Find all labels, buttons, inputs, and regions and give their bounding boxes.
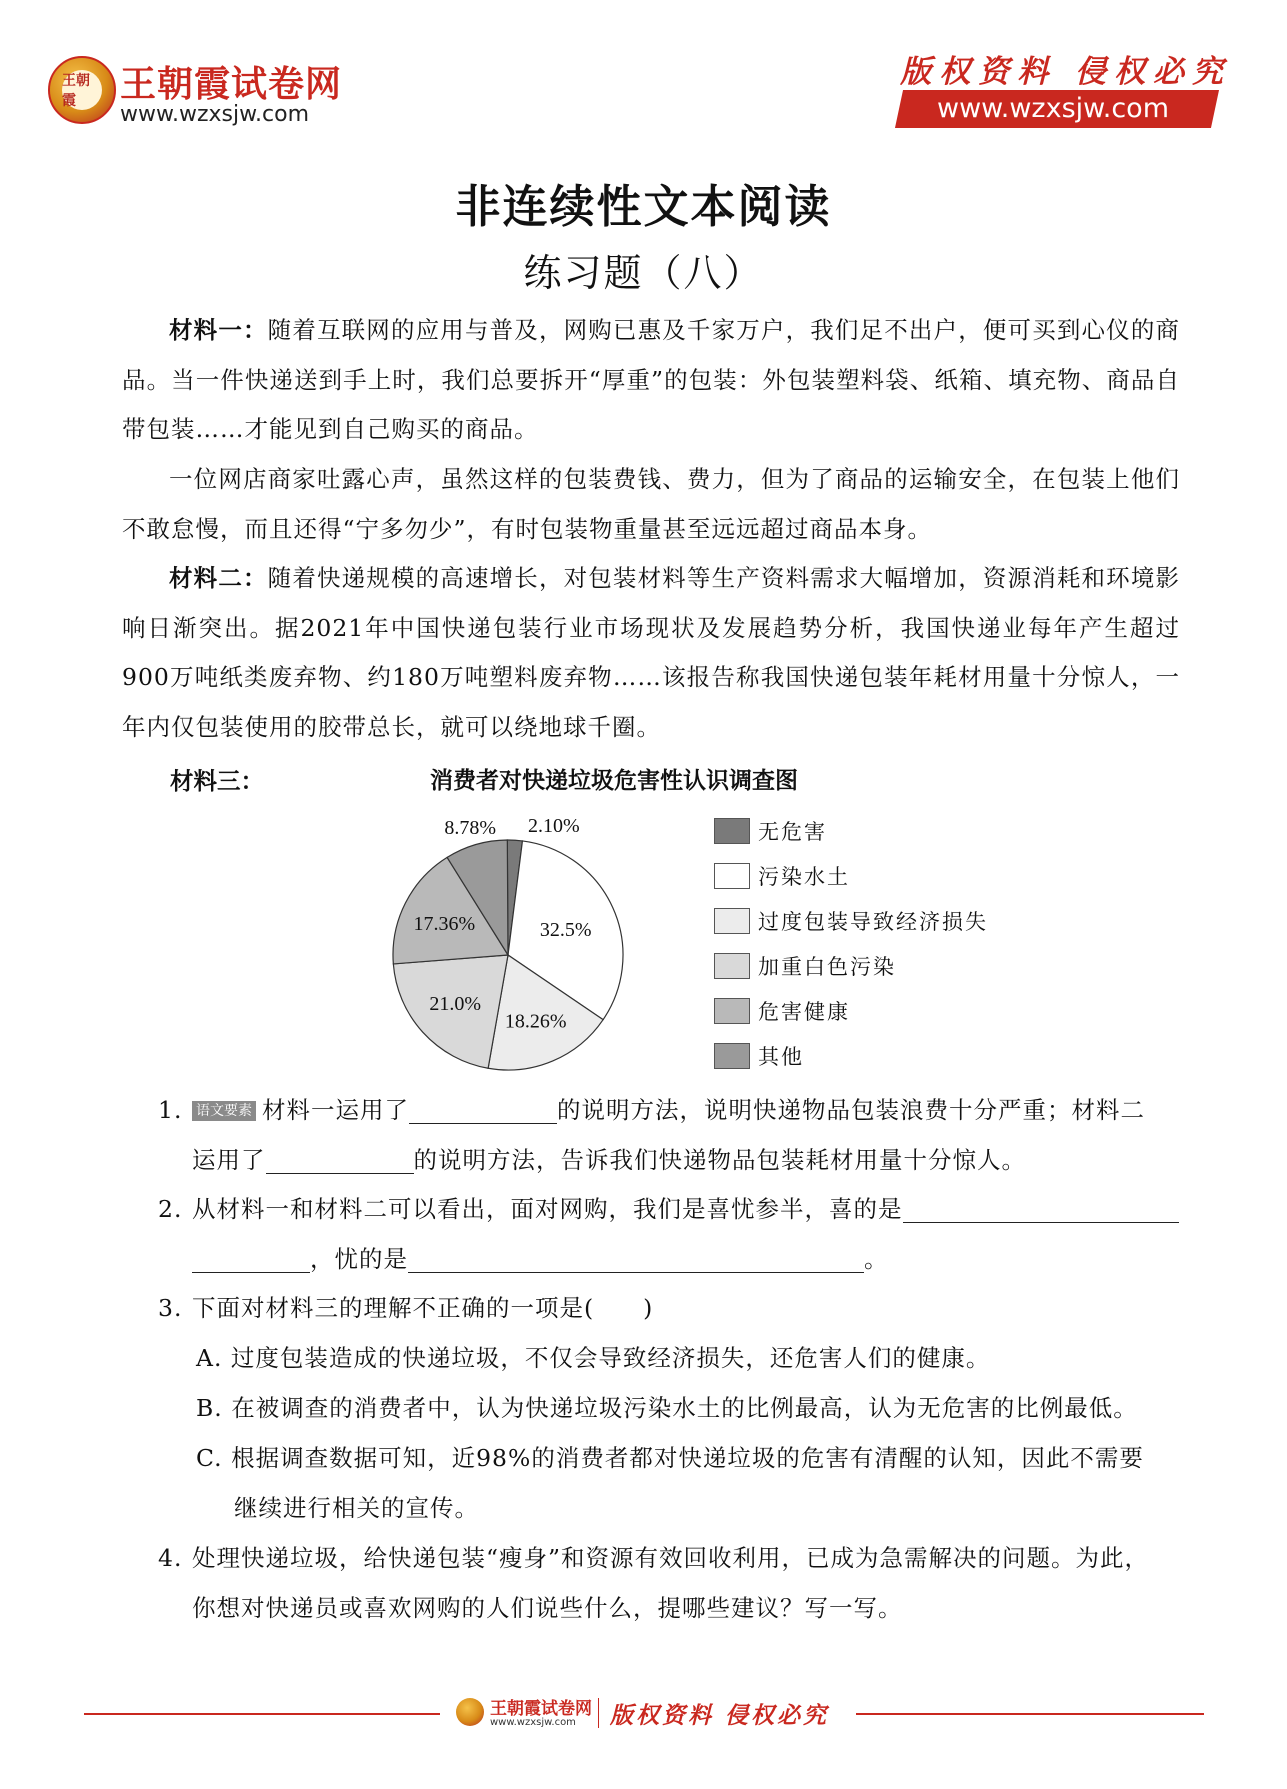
question-1-tag: 语文要素 — [192, 1101, 256, 1121]
page-title: 非连续性文本阅读 — [455, 180, 832, 233]
question-2-blank-1[interactable] — [903, 1194, 1179, 1223]
legend-label-4: 加重白色污染 — [758, 955, 896, 979]
pie-value-label-4: 21.0% — [429, 992, 482, 1015]
footer-separator — [598, 1698, 599, 1728]
question-4-line-2: 你想对快递员或喜欢网购的人们说些什么，提哪些建议？写一写。 — [192, 1593, 903, 1622]
question-2-text-a: 从材料一和材料二可以看出，面对网购，我们是喜忧参半，喜的是 — [192, 1195, 903, 1223]
question-3-text: 下面对材料三的理解不正确的一项是( ) — [192, 1294, 654, 1322]
footer-logo-icon — [456, 1698, 484, 1726]
legend-label-1: 无危害 — [758, 820, 827, 844]
legend-label-6: 其他 — [758, 1045, 804, 1069]
question-4-line-1: 处理快递垃圾，给快递包装“瘦身”和资源有效回收利用，已成为急需解决的问题。为此， — [192, 1544, 1150, 1572]
legend-label-3: 过度包装导致经济损失 — [758, 910, 988, 934]
material-1-text: 随着互联网的应用与普及，网购已惠及千家万户，我们足不出户，便可买到心仪的商品。当一件快递送到手上时，我们总要拆开“厚重”的包装：外包装塑料袋、纸箱、填充物、商品自带包装……才能见到自己购买的商品。 — [122, 316, 1181, 443]
pie-value-label-1: 2.10% — [528, 815, 580, 837]
question-1-text-c: 运用了 — [192, 1145, 266, 1174]
question-3-option-a[interactable]: A. 过度包装造成的快递垃圾，不仅会导致经济损失，还危害人们的健康。 — [196, 1344, 991, 1372]
material-1-paragraph-2: 一位网店商家吐露心声，虽然这样的包装费钱、费力，但为了商品的运输安全，在包装上他们不敢怠慢，而且还得“宁多勿少”，有时包装物重量甚至远远超过商品本身。 — [122, 465, 1180, 543]
question-4-number: 4. — [158, 1544, 183, 1572]
question-4 — [160, 1534, 1190, 1633]
question-2-text-c: 。 — [864, 1244, 889, 1273]
pie-value-label-6: 8.78% — [444, 817, 496, 839]
material-2-text: 随着快递规模的高速增长，对包装材料等生产资料需求大幅增加，资源消耗和环境影响日渐突出。据2021年中国快递包装行业市场现状及发展趋势分析，我国快递业每年产生超过900万吨纸类废弃物、约180万吨塑料废弃物……该报告称我国快递包装年耗材用量十分惊人，一年内仅包装使用的胶带总长，就可以绕地球千圈。 — [122, 564, 1181, 741]
legend-label-5: 危害健康 — [758, 1000, 850, 1024]
pie-chart — [380, 800, 680, 1080]
legend-swatch-4 — [714, 953, 750, 979]
footer-url[interactable]: www.wzxsjw.com — [490, 1717, 576, 1728]
question-1-text-b: 的说明方法，说明快递物品包装浪费十分严重；材料二 — [557, 1096, 1145, 1124]
material-3-label: 材料三： — [170, 767, 264, 795]
question-3-number: 3. — [158, 1294, 183, 1322]
question-3-option-b[interactable]: B. 在被调查的消费者中，认为快递垃圾污染水土的比例最高，认为无危害的比例最低。 — [196, 1394, 1138, 1422]
question-3 — [160, 1284, 1190, 1334]
logo-badge-text: 王朝霞 — [62, 70, 102, 110]
pie-value-label-5: 17.36% — [413, 912, 476, 935]
material-2-paragraph — [122, 554, 1180, 752]
question-1-number: 1. — [158, 1096, 183, 1124]
page-subtitle: 练习题（八） — [523, 251, 764, 295]
footer-divider-right — [856, 1713, 1204, 1715]
legend-swatch-1 — [714, 818, 750, 844]
question-3-option-c-cont: 继续进行相关的宣传。 — [234, 1494, 479, 1522]
pie-value-label-3: 18.26% — [504, 1010, 567, 1033]
legend-swatch-5 — [714, 998, 750, 1024]
question-2-text-b: ，忧的是 — [310, 1244, 408, 1273]
question-1-blank-2[interactable] — [266, 1145, 414, 1174]
footer-divider-left — [84, 1713, 440, 1715]
legend-swatch-3 — [714, 908, 750, 934]
chart-title: 消费者对快递垃圾危害性认识调查图 — [430, 768, 798, 794]
material-1-paragraph-1 — [122, 306, 1180, 455]
question-2-blank-2[interactable] — [408, 1244, 864, 1273]
logo-url[interactable]: www.wzxsjw.com — [120, 102, 310, 127]
question-1-text-d: 的说明方法，告诉我们快递物品包装耗材用量十分惊人。 — [413, 1145, 1026, 1174]
pie-value-label-2: 32.5% — [539, 918, 592, 941]
footer-brand[interactable]: 王朝霞试卷网 — [490, 1699, 592, 1719]
question-1-blank-1[interactable] — [409, 1095, 557, 1124]
logo-badge-icon — [48, 56, 116, 124]
question-2-number: 2. — [158, 1195, 183, 1223]
copyright-notice: 版权资料 侵权必究 — [900, 54, 1231, 90]
question-2 — [160, 1185, 1190, 1284]
question-1-text-a: 材料一运用了 — [262, 1096, 409, 1124]
site-logo[interactable] — [48, 52, 348, 132]
logo-brand-name: 王朝霞试卷网 — [120, 64, 343, 105]
url-banner-link[interactable]: www.wzxsjw.com — [936, 93, 1169, 124]
legend-label-2: 污染水土 — [758, 865, 850, 889]
footer-copyright: 版权资料 侵权必究 — [610, 1702, 830, 1729]
legend-swatch-2 — [714, 863, 750, 889]
question-1 — [160, 1086, 1190, 1185]
legend-swatch-6 — [714, 1043, 750, 1069]
question-2-blank-1-cont[interactable] — [192, 1244, 310, 1273]
question-3-option-c[interactable]: C. 根据调查数据可知，近98%的消费者都对快递垃圾的危害有清醒的认知，因此不需要 — [196, 1444, 1144, 1472]
material-2-label: 材料二： — [169, 564, 268, 592]
material-1-label: 材料一： — [169, 316, 268, 344]
